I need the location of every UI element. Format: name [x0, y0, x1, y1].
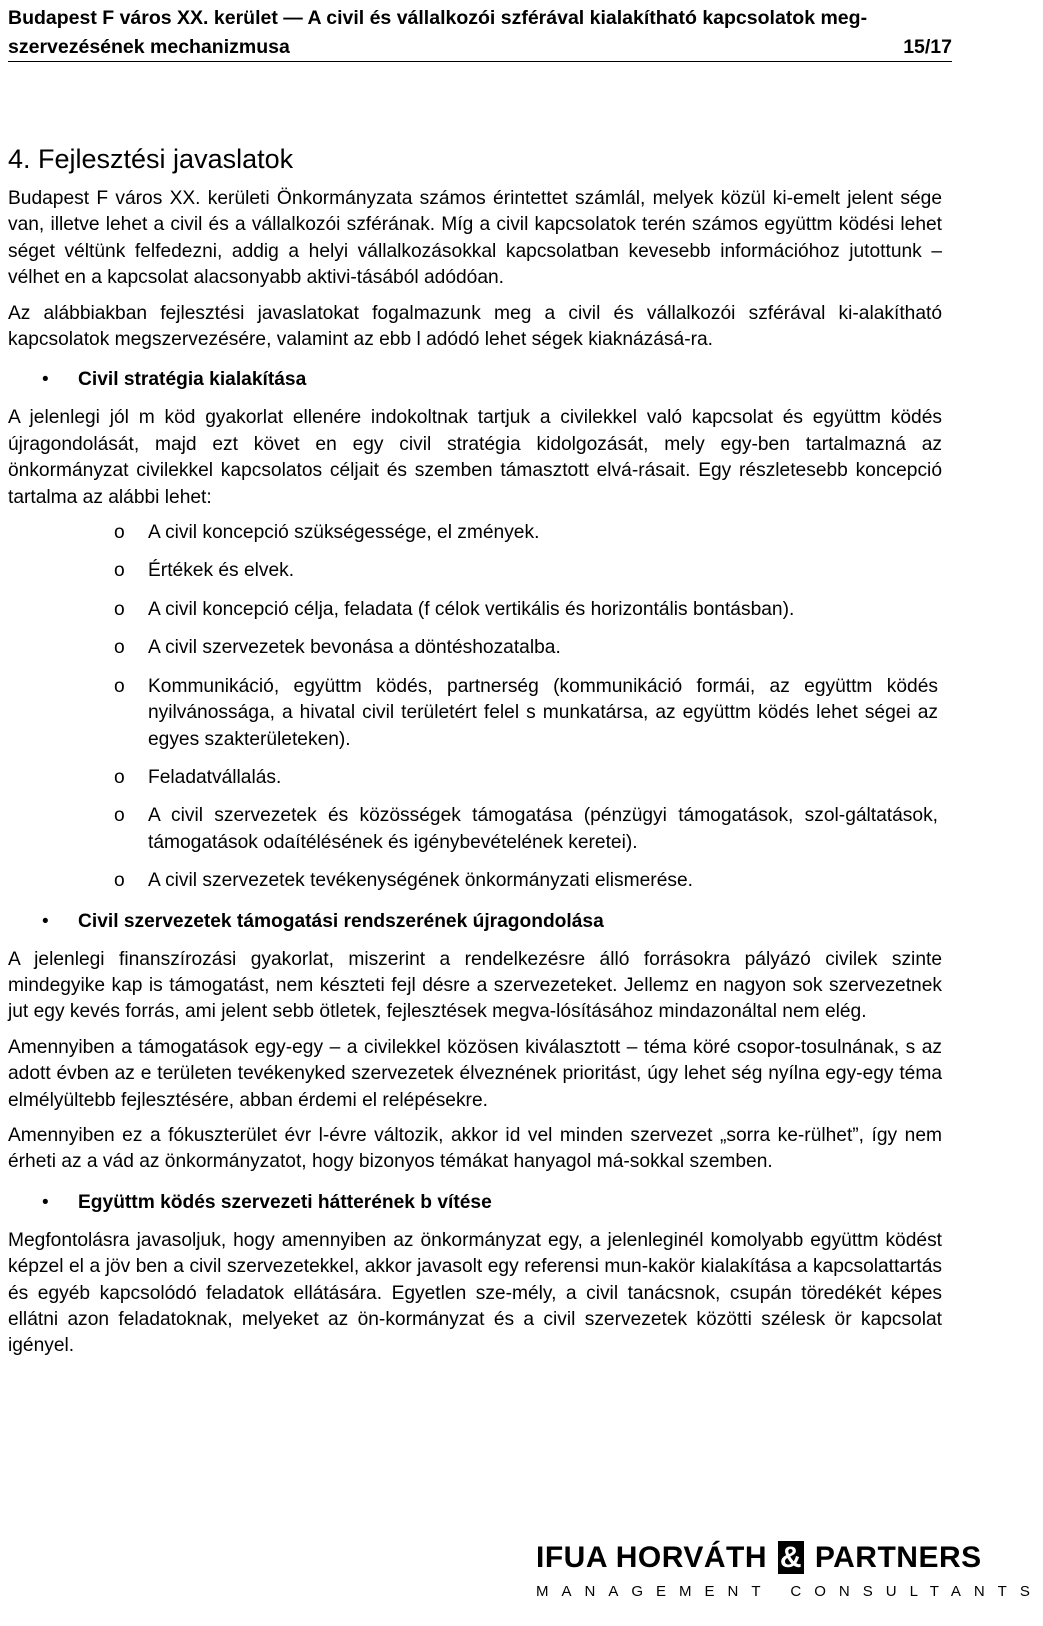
- header-title-line2: szervezésének mechanizmusa: [8, 36, 290, 58]
- header-title-line1: Budapest F város XX. kerület — A civil és vállalkozói szférával kialakítható kapcsolatok meg-: [8, 7, 868, 29]
- logo-part2: PARTNERS: [814, 1541, 982, 1574]
- circle-bullet-icon: o: [114, 675, 125, 697]
- sublist-item: [8, 635, 942, 661]
- bullet-dot-icon: •: [42, 369, 49, 391]
- logo-part1: IFUA HORVÁTH: [536, 1541, 767, 1574]
- sublist-item: [8, 520, 942, 546]
- bullet-title: Együttm ködés szervezeti hátterének b vítése: [78, 1191, 492, 1213]
- section-heading: 4. Fejlesztési javaslatok: [8, 144, 294, 174]
- page-number: 15/17: [903, 36, 952, 58]
- body-paragraph: A jelenlegi finanszírozási gyakorlat, miszerint a rendelkezésre álló forrásokra pályázó civilek szinte mindegyike kap is támogatást, nem készteti fejl désre a szervezeteket. Jellemz en nagyon sok szervezetnek jut egy kevés forrás, ami jelent sebb ötletek, fejlesztések megva-lósításához mindazonáltal nem elég.: [8, 948, 942, 1023]
- sublist-item-text: Értékek és elvek.: [148, 560, 295, 582]
- company-logo: [536, 1540, 1043, 1616]
- circle-bullet-icon: o: [114, 637, 125, 659]
- sublist-item-text: Feladatvállalás.: [148, 766, 282, 788]
- logo-tagline: MANAGEMENT CONSULTANTS: [536, 1583, 1043, 1600]
- sublist-item: [8, 803, 942, 856]
- body-paragraph: Megfontolásra javasoljuk, hogy amennyiben az önkormányzat egy, a jelenleginél komolyabb együttm ködést képzel el a jöv ben a civil szervezetekkel, akkor javasolt egy referensi mun-kakör kialakítása a kapcsolattartás és egyéb kapcsolódó feladatok ellátására. Egyetlen sze-mély, a civil tanácsnok, csupán töredékét képes ellátni azon feladatoknak, melyeket az ön-kormányzat és a civil szervezetek közötti szélesk ör kapcsolat igényel.: [8, 1229, 942, 1357]
- circle-bullet-icon: o: [114, 598, 125, 620]
- page-content: [8, 140, 942, 1369]
- circle-bullet-icon: o: [114, 522, 125, 544]
- sublist-item: [8, 597, 942, 623]
- sublist-item-text: A civil koncepció szükségessége, el zmények.: [148, 522, 540, 544]
- circle-bullet-icon: o: [114, 805, 125, 827]
- logo-wordmark: [536, 1540, 982, 1576]
- bullet-heading-organizational-background: [8, 1190, 942, 1216]
- bullet-title: Civil stratégia kialakítása: [78, 369, 307, 391]
- circle-bullet-icon: o: [114, 870, 125, 892]
- sublist-item: [8, 765, 942, 791]
- header-divider: [8, 61, 952, 62]
- header-title-line2-row: [8, 33, 952, 62]
- sublist-item-text: A civil szervezetek tevékenységének önkormányzati elismerése.: [148, 870, 693, 892]
- logo-ampersand: &: [779, 1541, 803, 1574]
- intro-paragraph-1: Budapest F város XX. kerületi Önkormányzata számos érintettet számlál, melyek közül ki-emelt jelent sége van, illetve lehet a civil és a vállalkozói szférának. Míg a civil kapcsolatok terén számos együttm ködési lehet séget véltünk felfedezni, addig a helyi vállalkozásokkal kapcsolatban kevesebb információhoz jutottunk – vélhet en a kapcsolat alacsonyabb aktivi-tásából adódóan.: [8, 188, 942, 289]
- body-paragraph: A jelenlegi jól m köd gyakorlat ellenére indokoltnak tartjuk a civilekkel való kapcsolat és együttm ködés újragondolását, majd ezt követ en egy civil stratégia kidolgozását, mely egy-ben tartalmazná az önkormányzat civilekkel kapcsolatos céljait és szemben támasztott elvá-rásait. Egy részletesebb koncepció tartalma az alábbi lehet:: [8, 407, 942, 508]
- bullet-dot-icon: •: [42, 910, 49, 932]
- bullet-title: Civil szervezetek támogatási rendszerének újragondolása: [78, 910, 604, 932]
- sublist-item-text: A civil szervezetek bevonása a döntéshozatalba.: [148, 637, 561, 659]
- bullet-dot-icon: •: [42, 1191, 49, 1213]
- intro-paragraph-2: Az alábbiakban fejlesztési javaslatokat fogalmazunk meg a civil és vállalkozói szférával ki-alakítható kapcsolatok megszervezésére, valamint az ebb l adódó lehet ségek kiaknázásá-ra.: [8, 302, 942, 351]
- bullet-heading-civil-strategy: [8, 367, 942, 393]
- body-paragraph: Amennyiben a támogatások egy-egy – a civilekkel közösen kiválasztott – téma köré csopor-tosulnának, s az adott évben az e területen tevékenyked szervezetek élveznének prioritást, úgy lehet ség nyílna egy-egy téma elmélyültebb fejlesztésére, abban érdemi el relépésekre.: [8, 1036, 942, 1111]
- sublist-item-text: A civil szervezetek és közösségek támogatása (pénzügyi támogatások, szol-gáltatások, támogatások odaítélésének és igénybevételének keretei).: [148, 805, 938, 853]
- sublist-item-text: Kommunikáció, együttm ködés, partnerség (kommunikáció formái, az együttm ködés nyilvánossága, a hivatal civil területért felel s munkatársa, az együttm ködés lehet ségei az egyes szakterületeken).: [148, 675, 938, 750]
- circle-bullet-icon: o: [114, 766, 125, 788]
- body-paragraph: Amennyiben ez a fókuszterület évr l-évre változik, akkor id vel minden szervezet „sorra ke-rülhet”, így nem érheti az a vád az önkormányzatot, hogy bizonyos témákat hanyagol má-sokkal szemben.: [8, 1124, 942, 1173]
- sublist-item: [8, 868, 942, 894]
- concept-sublist: [8, 520, 942, 894]
- sublist-item: [8, 674, 942, 753]
- circle-bullet-icon: o: [114, 560, 125, 582]
- sublist-item-text: A civil koncepció célja, feladata (f célok vertikális és horizontális bontásban).: [148, 598, 795, 620]
- page-header: [8, 4, 952, 62]
- bullet-heading-funding-system: [8, 909, 942, 935]
- sublist-item: [8, 558, 942, 584]
